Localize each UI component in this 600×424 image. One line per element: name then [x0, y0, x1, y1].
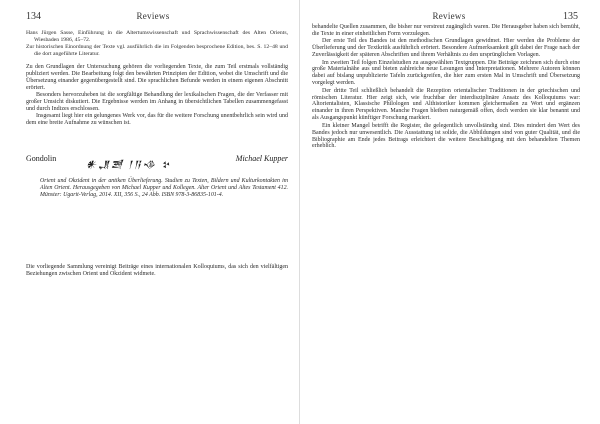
- paragraph: Im zweiten Teil folgen Einzelstudien zu ausgewählten Textgruppen. Die Beiträge zeichnen sich durch eine große Materialnähe aus und bieten zahlreiche neue Lesungen und Interpretationen. Mehrere Autoren können dabei auf bislang unpublizierte Tafeln zurückgreifen, die hier zum ersten Mal in Umschrift und Übersetzung vorgelegt werden.: [312, 59, 580, 87]
- paragraph: Besonders hervorzuheben ist die sorgfältige Behandlung der lexikalischen Fragen, die der Verfasser mit großer Umsicht diskutiert. Die Ergebnisse werden im Anhang in übersichtlichen Tabellen zusammengefasst und durch Indizes erschlossen.: [26, 92, 288, 112]
- paragraph: Der dritte Teil schließlich behandelt die Rezeption orientalischer Traditionen in der griechischen und römischen Literatur. Hier zeigt sich, wie fruchtbar der interdisziplinäre Ansatz des Kolloquiums war: Altorientalisten, Klassische Philologen und Althistoriker kommen gleichermaßen zu Wort und ergänzen einander in ihren Perspektiven. Manche Fragen bleiben naturgemäß offen, doch werden sie klar benannt und als Ausgangspunkt künftiger Forschung markiert.: [312, 87, 580, 122]
- left-header-title: Reviews: [136, 11, 170, 21]
- right-running-header: [320, 11, 578, 23]
- review-script-title: 𒀭𒂗𒍪 𒁹𒀀𒈾 𒆳: [86, 160, 172, 171]
- right-header-title: Reviews: [432, 11, 466, 21]
- paragraph: Zu den Grundlagen der Untersuchung gehören die vorliegenden Texte, die zum Teil erstmals vollständig publiziert werden. Die Bearbeitung folgt den bewährten Prinzipien der Edition, wobei die Umschrift und die Übersetzung einander gegenübergestellt sind. Die sprachlichen Befunde werden in einem eigenen Abschnitt erörtert.: [26, 64, 288, 91]
- left-footnotes: [26, 30, 288, 58]
- right-body: [312, 24, 580, 151]
- paragraph: Ein kleiner Mangel betrifft die Register, die gelegentlich unvollständig sind. Dies mindert den Wert des Bandes jedoch nur unwesentlich. Die Ausstattung ist solide, die Abbildungen sind von guter Qualität, und die Bibliographie am Ende jedes Beitrags erleichtert die weitere Beschäftigung mit den behandelten Themen erheblich.: [312, 122, 580, 150]
- bibliographic-entry: Orient und Okzident in der antiken Überlieferung. Studien zu Texten, Bildern und Kulturkontakten im Alten Orient. Herausgegeben von Michael Kupper und Kollegen. Alter Orient und Altes Testament 412. Münster: Ugarit-Verlag, 2014. XII, 356 S., 24 Abb. ISBN 978-3-86835-101-4.: [40, 178, 288, 198]
- review-heading: [26, 154, 288, 171]
- paragraph: Die vorliegende Sammlung vereinigt Beiträge eines internationalen Kolloquiums, das sich den vielfältigen Beziehungen zwischen Orient und Okzident widmete.: [26, 264, 288, 277]
- right-page: [300, 0, 600, 424]
- left-running-header: [26, 11, 280, 23]
- left-body: [26, 64, 288, 128]
- footnote: Hans Jürgen Sasse, Einführung in die Altertumswissenschaft und Sprachwissenschaft des Alten Orients, Wiesbaden 1986, 45–72.: [26, 30, 288, 43]
- paragraph: Insgesamt liegt hier ein gelungenes Werk vor, das für die weitere Forschung unentbehrlich sein wird und dem eine breite Aufnahme zu wünschen ist.: [26, 113, 288, 127]
- right-page-number: 135: [563, 11, 578, 22]
- footnote: Zur historischen Einordnung der Texte vgl. ausführlich die im Folgenden besprochene Edition, bes. S. 12–48 und die dort angeführte Literatur.: [26, 44, 288, 57]
- left-closing: [26, 264, 288, 278]
- review-author: Michael Kupper: [235, 154, 288, 163]
- left-page-number: 134: [26, 11, 41, 22]
- paragraph: behandelte Quellen zusammen, die bisher nur verstreut zugänglich waren. Die Herausgeber haben sich bemüht, die Texte in einer einheitlichen Form vorzulegen.: [312, 24, 580, 37]
- review-label: Gondolin: [26, 154, 57, 163]
- paragraph: Der erste Teil des Bandes ist den methodischen Grundlagen gewidmet. Hier werden die Probleme der Überlieferung und der Textkritik ausführlich erörtert. Besondere Aufmerksamkeit gilt dabei der Frage nach der Zuverlässigkeit der späteren Abschriften und ihrem Verhältnis zu den ursprünglichen Vorlagen.: [312, 38, 580, 59]
